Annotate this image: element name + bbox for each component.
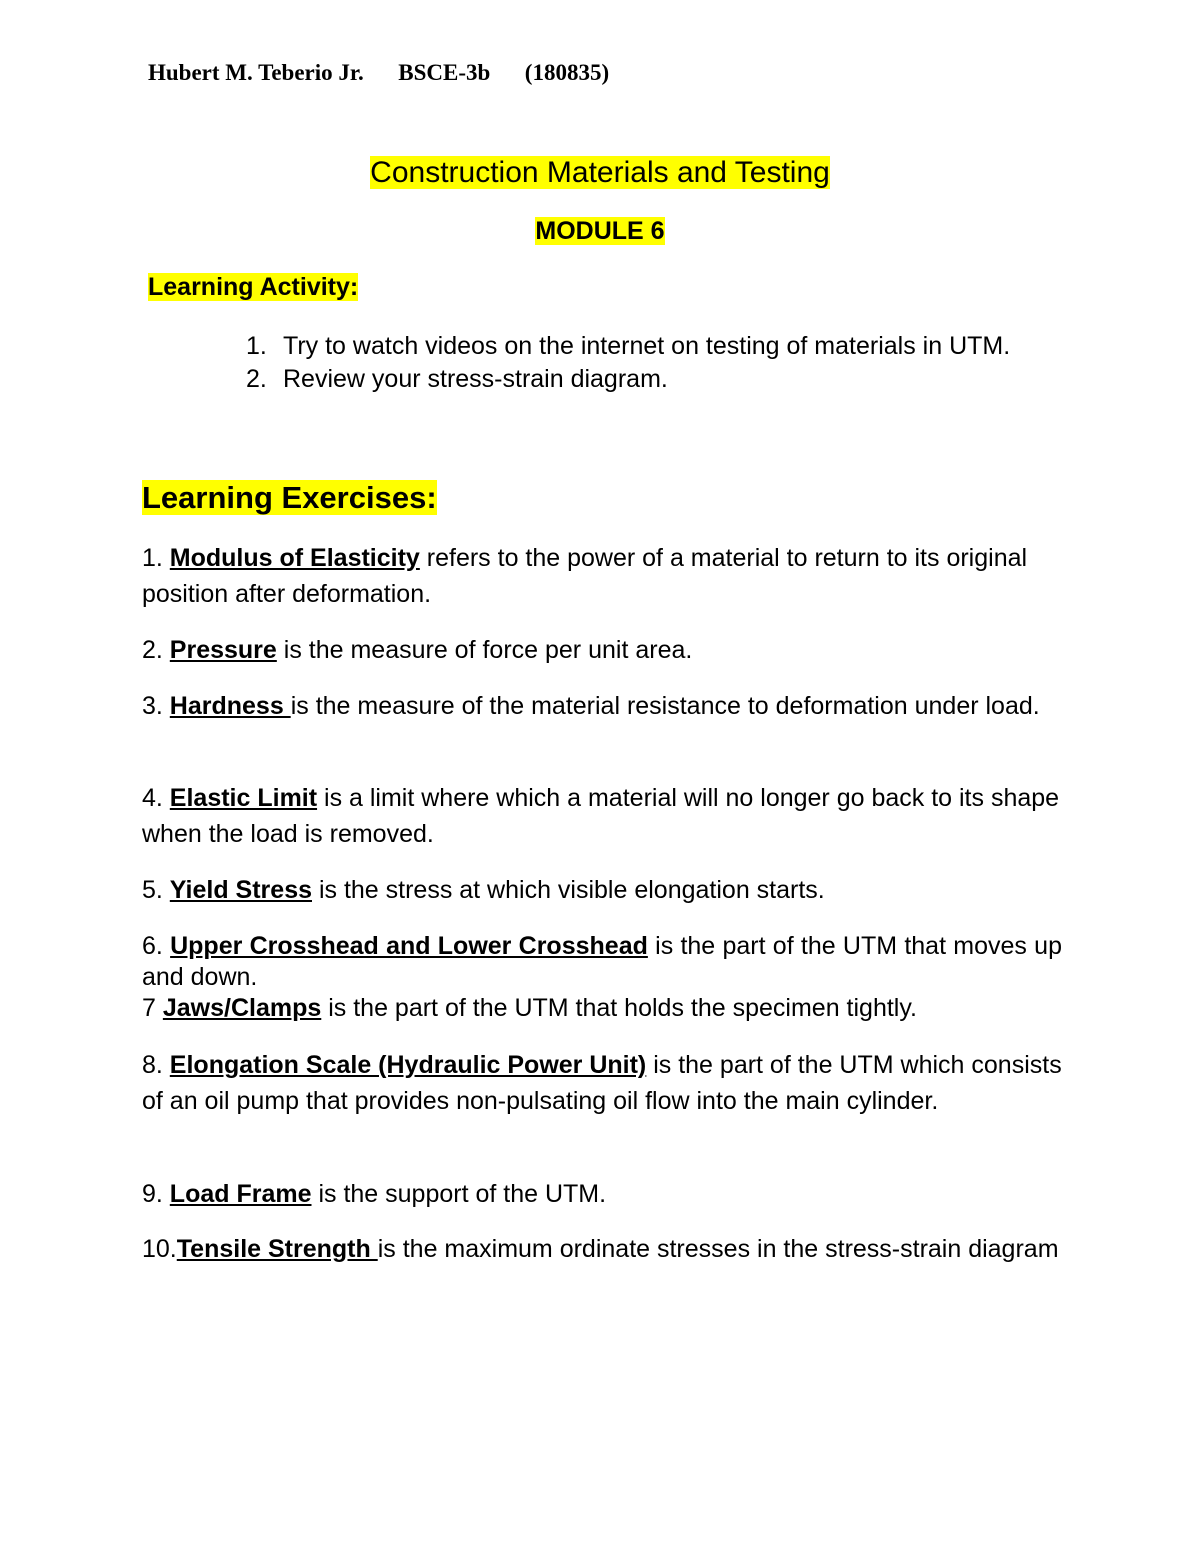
exercise-definition: is the stress at which visible elongation starts. [312, 876, 825, 904]
exercise-definition: is the measure of force per unit area. [276, 636, 693, 664]
exercise-number: 7 [142, 994, 163, 1022]
module-label-text: MODULE 6 [535, 217, 665, 245]
document-header [148, 60, 609, 86]
exercise-definition: is the measure of the material resistance to deformation under load. [290, 692, 1040, 720]
exercise-number: 6. [142, 932, 171, 960]
exercise-number: 8. [142, 1051, 170, 1079]
list-item-number: 1. [246, 332, 267, 360]
exercise-term: Tensile Strength [176, 1235, 378, 1263]
list-item-text: Review your stress-strain diagram. [283, 365, 668, 393]
exercise-item-2 [142, 632, 1062, 668]
exercise-item-8 [142, 1047, 1062, 1119]
exercise-number: 2. [142, 636, 170, 664]
exercise-definition: is the part of the UTM that moves up and down. [142, 932, 1062, 991]
exercise-item-9 [142, 1176, 1062, 1212]
exercise-number: 9. [142, 1180, 170, 1208]
exercise-term: Upper Crosshead and Lower Crosshead [170, 932, 648, 960]
exercise-item-7 [142, 993, 1062, 1024]
exercise-item-6 [142, 931, 1062, 993]
document-title-text: Construction Materials and Testing [370, 156, 830, 189]
exercise-term: Jaws/Clamps [162, 994, 322, 1022]
exercise-number: 1. [142, 544, 170, 572]
exercise-number: 3. [142, 692, 170, 720]
exercise-item-10 [142, 1231, 1062, 1267]
exercise-term: Elongation Scale (Hydraulic Power Unit) [169, 1051, 647, 1079]
exercise-term: Pressure [169, 636, 277, 664]
exercise-term: Hardness [169, 692, 291, 720]
exercise-item-4 [142, 780, 1062, 852]
list-item [246, 363, 1026, 396]
learning-exercises-heading-text: Learning Exercises: [142, 480, 437, 515]
exercise-term: Yield Stress [169, 876, 312, 904]
exercise-definition: is a limit where which a material will no longer go back to its shape when the load is removed. [142, 784, 1060, 848]
student-name: Hubert M. Teberio Jr. [148, 60, 364, 85]
exercise-definition: is the maximum ordinate stresses in the stress-strain diagram [377, 1235, 1059, 1263]
document-title [0, 156, 1200, 190]
exercise-term: Load Frame [169, 1180, 312, 1208]
student-id: (180835) [524, 60, 610, 85]
exercise-term: Elastic Limit [169, 784, 318, 812]
exercise-number: 5. [142, 876, 170, 904]
module-label [0, 217, 1200, 246]
list-item-number: 2. [246, 365, 267, 393]
exercise-item-1 [142, 540, 1062, 612]
exercise-item-3 [142, 688, 1062, 724]
list-item-text: Try to watch videos on the internet on testing of materials in UTM. [283, 332, 1011, 360]
student-section: BSCE-3b [398, 60, 491, 85]
exercise-number: 10. [142, 1235, 177, 1263]
exercise-definition: is the support of the UTM. [311, 1180, 607, 1208]
exercise-definition: is the part of the UTM that holds the specimen tightly. [321, 994, 917, 1022]
exercise-definition: is the part of the UTM which consists of an oil pump that provides non-pulsating oil flow into the main cylinder. [142, 1051, 1062, 1115]
learning-activity-list [246, 330, 1026, 396]
exercise-term: Modulus of Elasticity [169, 544, 420, 572]
learning-activity-heading [148, 273, 358, 302]
exercise-item-5 [142, 872, 1062, 908]
learning-activity-heading-text: Learning Activity: [148, 273, 359, 301]
exercise-definition: refers to the power of a material to return to its original position after deformation. [142, 544, 1028, 608]
list-item [246, 330, 1026, 363]
exercise-number: 4. [142, 784, 170, 812]
learning-exercises-heading [142, 480, 437, 516]
